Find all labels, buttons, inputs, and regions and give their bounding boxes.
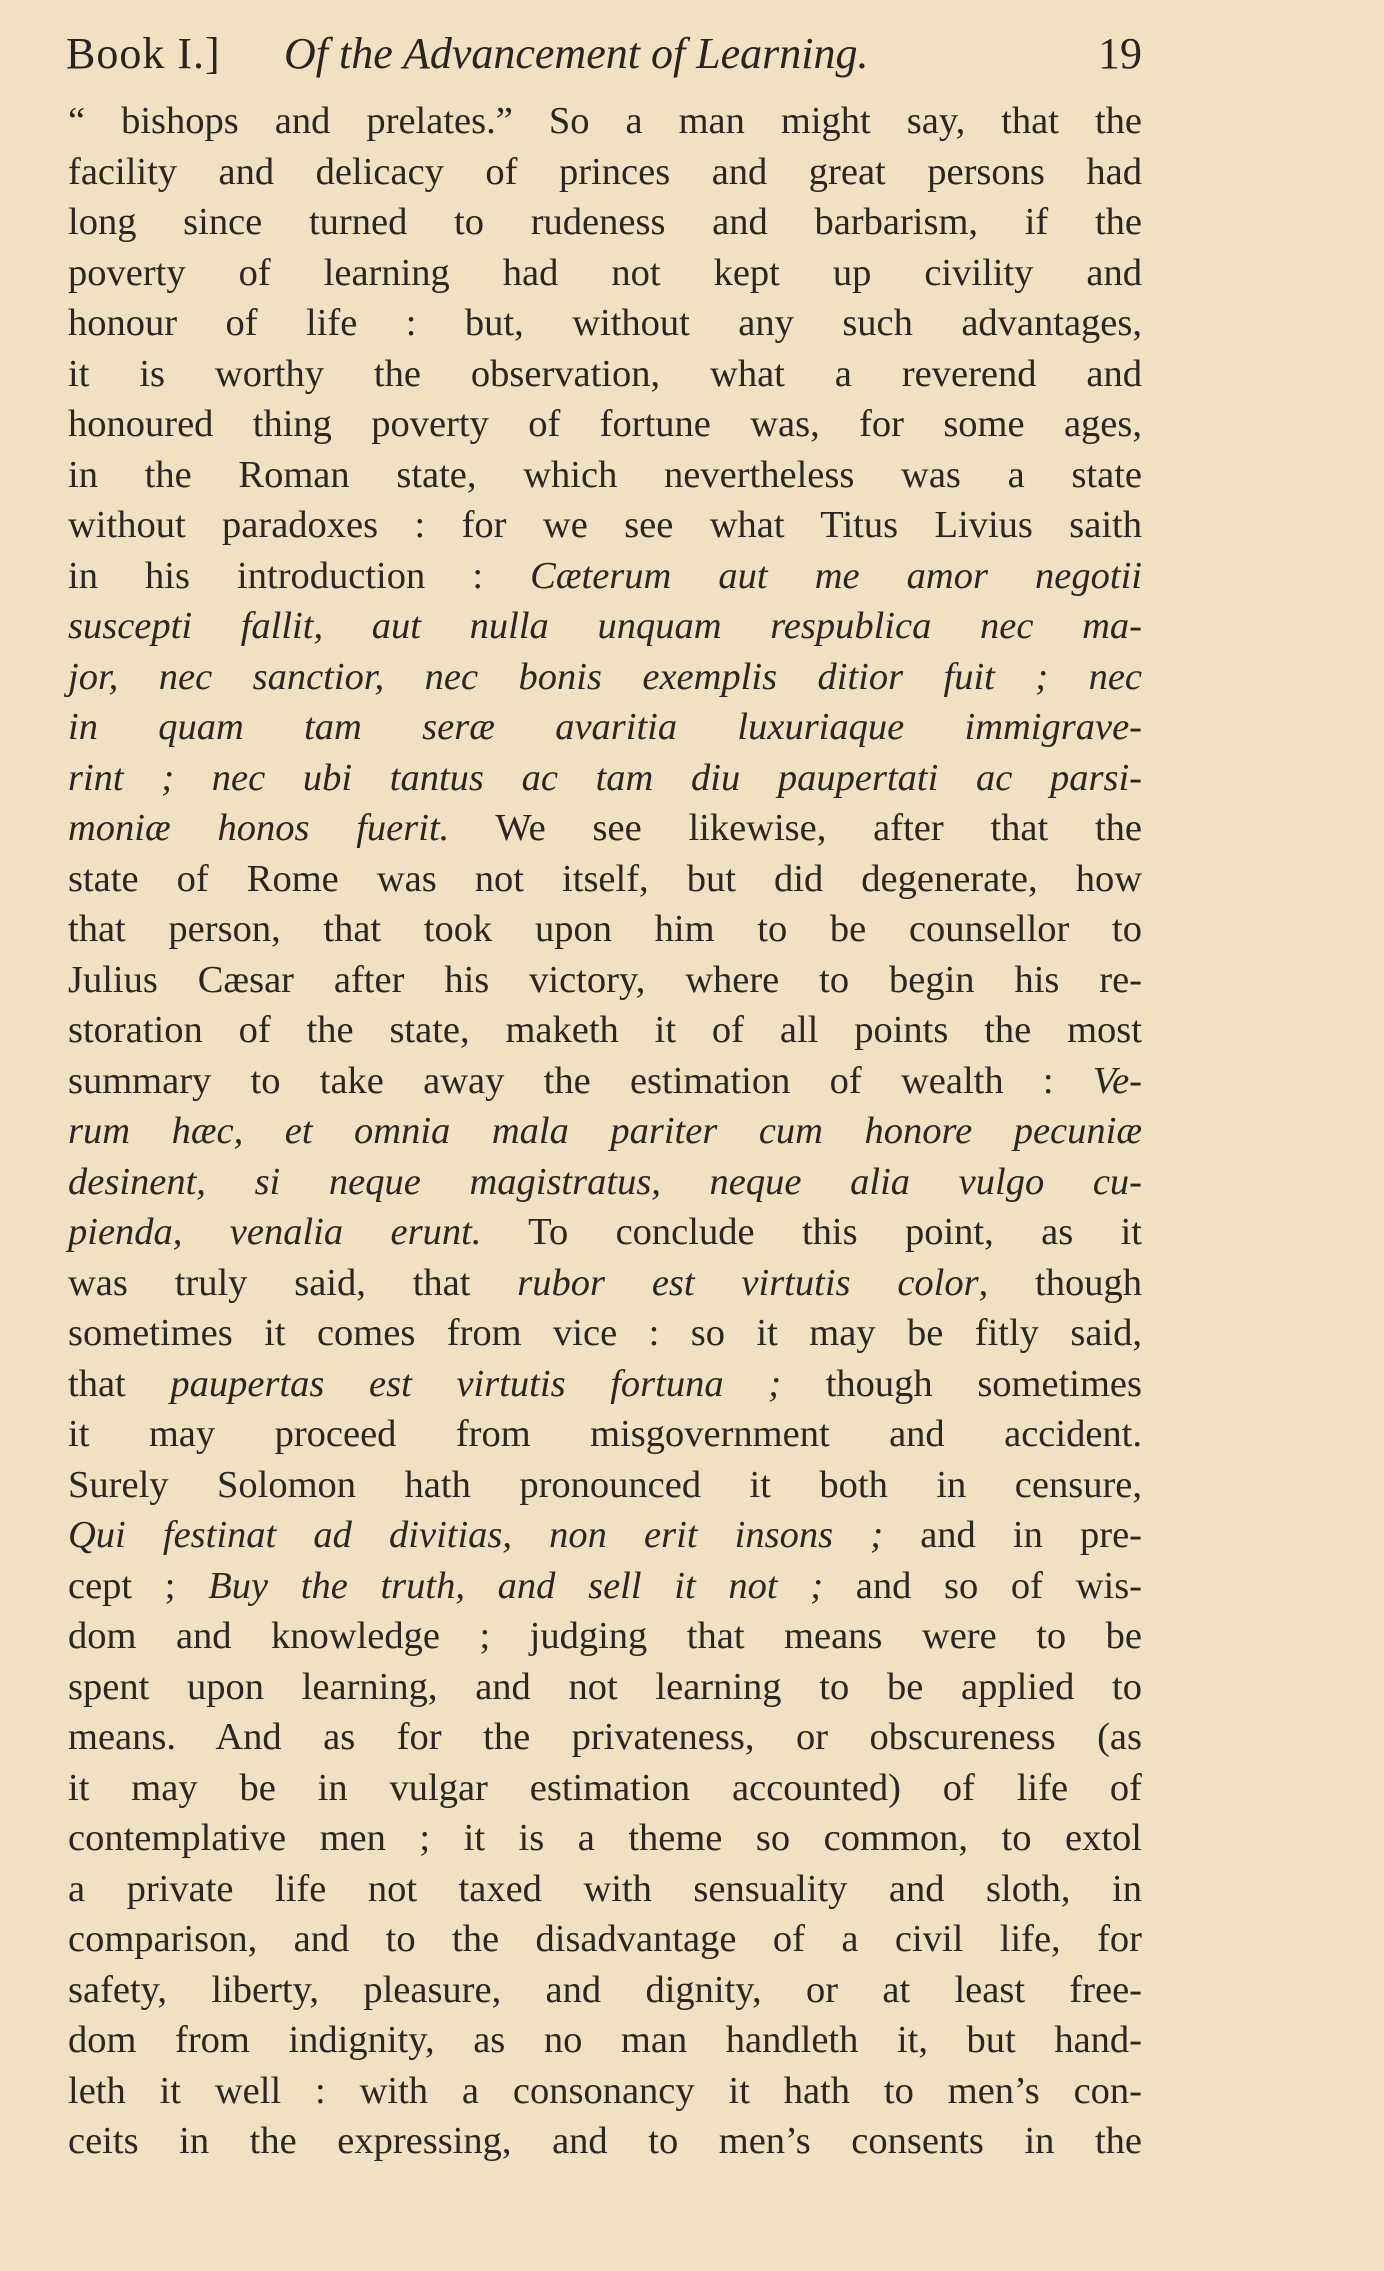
italic-segment: Buy the truth, and sell it not ; [208, 1564, 824, 1607]
text-segment: facility and delicacy of princes and great persons had [68, 150, 1142, 193]
text-segment: poverty of learning had not kept up civility and [68, 251, 1142, 294]
text-segment: contemplative men ; it is a theme so common, to extol [68, 1817, 1142, 1859]
text-line [68, 702, 1142, 753]
text-segment: , though [978, 1261, 1143, 1304]
text-segment: Surely Solomon hath pronounced it both in censure, [68, 1463, 1142, 1506]
text-segment: We see likewise, after that the [449, 807, 1143, 849]
text-line [68, 298, 1142, 349]
text-segment: was truly said, that [68, 1261, 518, 1304]
text-line [68, 1864, 1142, 1915]
italic-segment: Qui festinat ad divitias, non erit insons ; [68, 1514, 884, 1556]
text-line [68, 399, 1142, 450]
text-line [68, 1510, 1142, 1561]
text-line [68, 1005, 1142, 1056]
text-segment: long since turned to rudeness and barbarism, if the [68, 201, 1142, 243]
running-title: Of the Advancement of Learning. [284, 29, 869, 78]
text-line [68, 1409, 1142, 1460]
italic-segment: rum hæc, et omnia mala pariter cum honore pecuniæ [68, 1110, 1142, 1152]
text-segment: Julius Cæsar after his victory, where to begin his re- [68, 958, 1142, 1001]
text-line [68, 1106, 1142, 1157]
text-segment: ceits in the expressing, and to men’s consents in the [68, 2120, 1142, 2162]
text-line [68, 904, 1142, 955]
text-line [68, 652, 1142, 703]
text-line [68, 1460, 1142, 1511]
text-line [68, 1207, 1142, 1258]
text-segment: and in pre- [883, 1514, 1142, 1556]
text-line [68, 96, 1142, 147]
text-line [68, 1056, 1142, 1107]
book-number: Book I.] [66, 29, 221, 78]
text-segment: spent upon learning, and not learning to be applied to [68, 1665, 1142, 1708]
text-segment: dom from indignity, as no man handleth it, but hand- [68, 2019, 1142, 2061]
text-line [68, 803, 1142, 854]
italic-segment: in quam tam seræ avaritia luxuriaque immigrave- [68, 706, 1142, 748]
text-line [68, 854, 1142, 905]
text-segment: though sometimes [781, 1362, 1142, 1405]
text-line [68, 500, 1142, 551]
italic-segment: rint ; nec ubi tantus ac tam diu paupertati ac parsi- [68, 756, 1142, 799]
italic-segment: Ve- [1092, 1059, 1142, 1102]
italic-segment: rubor est virtutis color [517, 1261, 979, 1304]
text-segment: without paradoxes : for we see what Titus Livius saith [68, 504, 1142, 546]
text-line [68, 551, 1142, 602]
text-segment: honour of life : but, without any such advantages, [68, 302, 1142, 344]
text-line [68, 1359, 1142, 1410]
text-segment: and so of wis- [823, 1564, 1142, 1607]
text-segment: in the Roman state, which nevertheless was a state [68, 453, 1142, 496]
text-line [68, 955, 1142, 1006]
text-segment: sometimes it comes from vice : so it may be fitly said, [68, 1312, 1142, 1354]
italic-segment: moniæ honos fuerit. [68, 807, 450, 849]
text-segment: state of Rome was not itself, but did degenerate, how [68, 857, 1142, 900]
body-text [68, 96, 1142, 2167]
text-segment: “ bishops and prelates.” So a man might say, that the [68, 100, 1142, 142]
text-line [68, 197, 1142, 248]
text-segment: To conclude this point, as it [481, 1211, 1143, 1253]
text-segment: summary to take away the estimation of wealth : [68, 1059, 1093, 1102]
text-line [68, 2066, 1142, 2117]
text-line [68, 450, 1142, 501]
text-line [68, 601, 1142, 652]
text-segment: that person, that took upon him to be counsellor to [68, 908, 1142, 950]
text-segment: that [68, 1362, 171, 1405]
page-number: 19 [1098, 29, 1142, 78]
text-segment: it is worthy the observation, what a reverend and [68, 352, 1142, 395]
running-head [66, 28, 1142, 88]
text-line [68, 1157, 1142, 1208]
text-line [68, 1258, 1142, 1309]
italic-segment: desinent, si neque magistratus, neque alia vulgo cu- [68, 1160, 1142, 1203]
text-segment: leth it well : with a consonancy it hath to men’s con- [68, 2069, 1142, 2112]
text-segment: it may be in vulgar estimation accounted) of life of [68, 1766, 1142, 1809]
text-line [68, 1611, 1142, 1662]
text-line [68, 349, 1142, 400]
text-segment: safety, liberty, pleasure, and dignity, or at least free- [68, 1968, 1142, 2011]
text-line [68, 1965, 1142, 2016]
text-line [68, 1308, 1142, 1359]
italic-segment: suscepti fallit, aut nulla unquam respublica nec ma- [68, 605, 1142, 647]
italic-segment: jor, nec sanctior, nec bonis exemplis ditior fuit ; nec [68, 655, 1142, 698]
text-line [68, 1712, 1142, 1763]
text-segment: it may proceed from misgovernment and accident. [68, 1413, 1142, 1455]
text-line [68, 753, 1142, 804]
text-segment: honoured thing poverty of fortune was, for some ages, [68, 403, 1142, 445]
text-segment: cept ; [68, 1564, 209, 1607]
text-line [68, 1914, 1142, 1965]
text-line [68, 2015, 1142, 2066]
text-line [68, 1813, 1142, 1864]
text-line [68, 2116, 1142, 2167]
italic-segment: Cæterum aut me amor negotii [530, 554, 1142, 597]
text-segment: storation of the state, maketh it of all points the most [68, 1009, 1142, 1051]
italic-segment: pienda, venalia erunt. [68, 1211, 482, 1253]
text-segment: a private life not taxed with sensuality and sloth, in [68, 1867, 1142, 1910]
text-line [68, 147, 1142, 198]
text-segment: in his introduction : [68, 554, 531, 597]
italic-segment: paupertas est virtutis fortuna ; [170, 1362, 782, 1405]
text-line [68, 1561, 1142, 1612]
text-segment: dom and knowledge ; judging that means were to be [68, 1615, 1142, 1657]
text-line [68, 248, 1142, 299]
text-segment: comparison, and to the disadvantage of a civil life, for [68, 1918, 1142, 1960]
text-line [68, 1763, 1142, 1814]
text-line [68, 1662, 1142, 1713]
text-segment: means. And as for the privateness, or obscureness (as [68, 1716, 1142, 1758]
